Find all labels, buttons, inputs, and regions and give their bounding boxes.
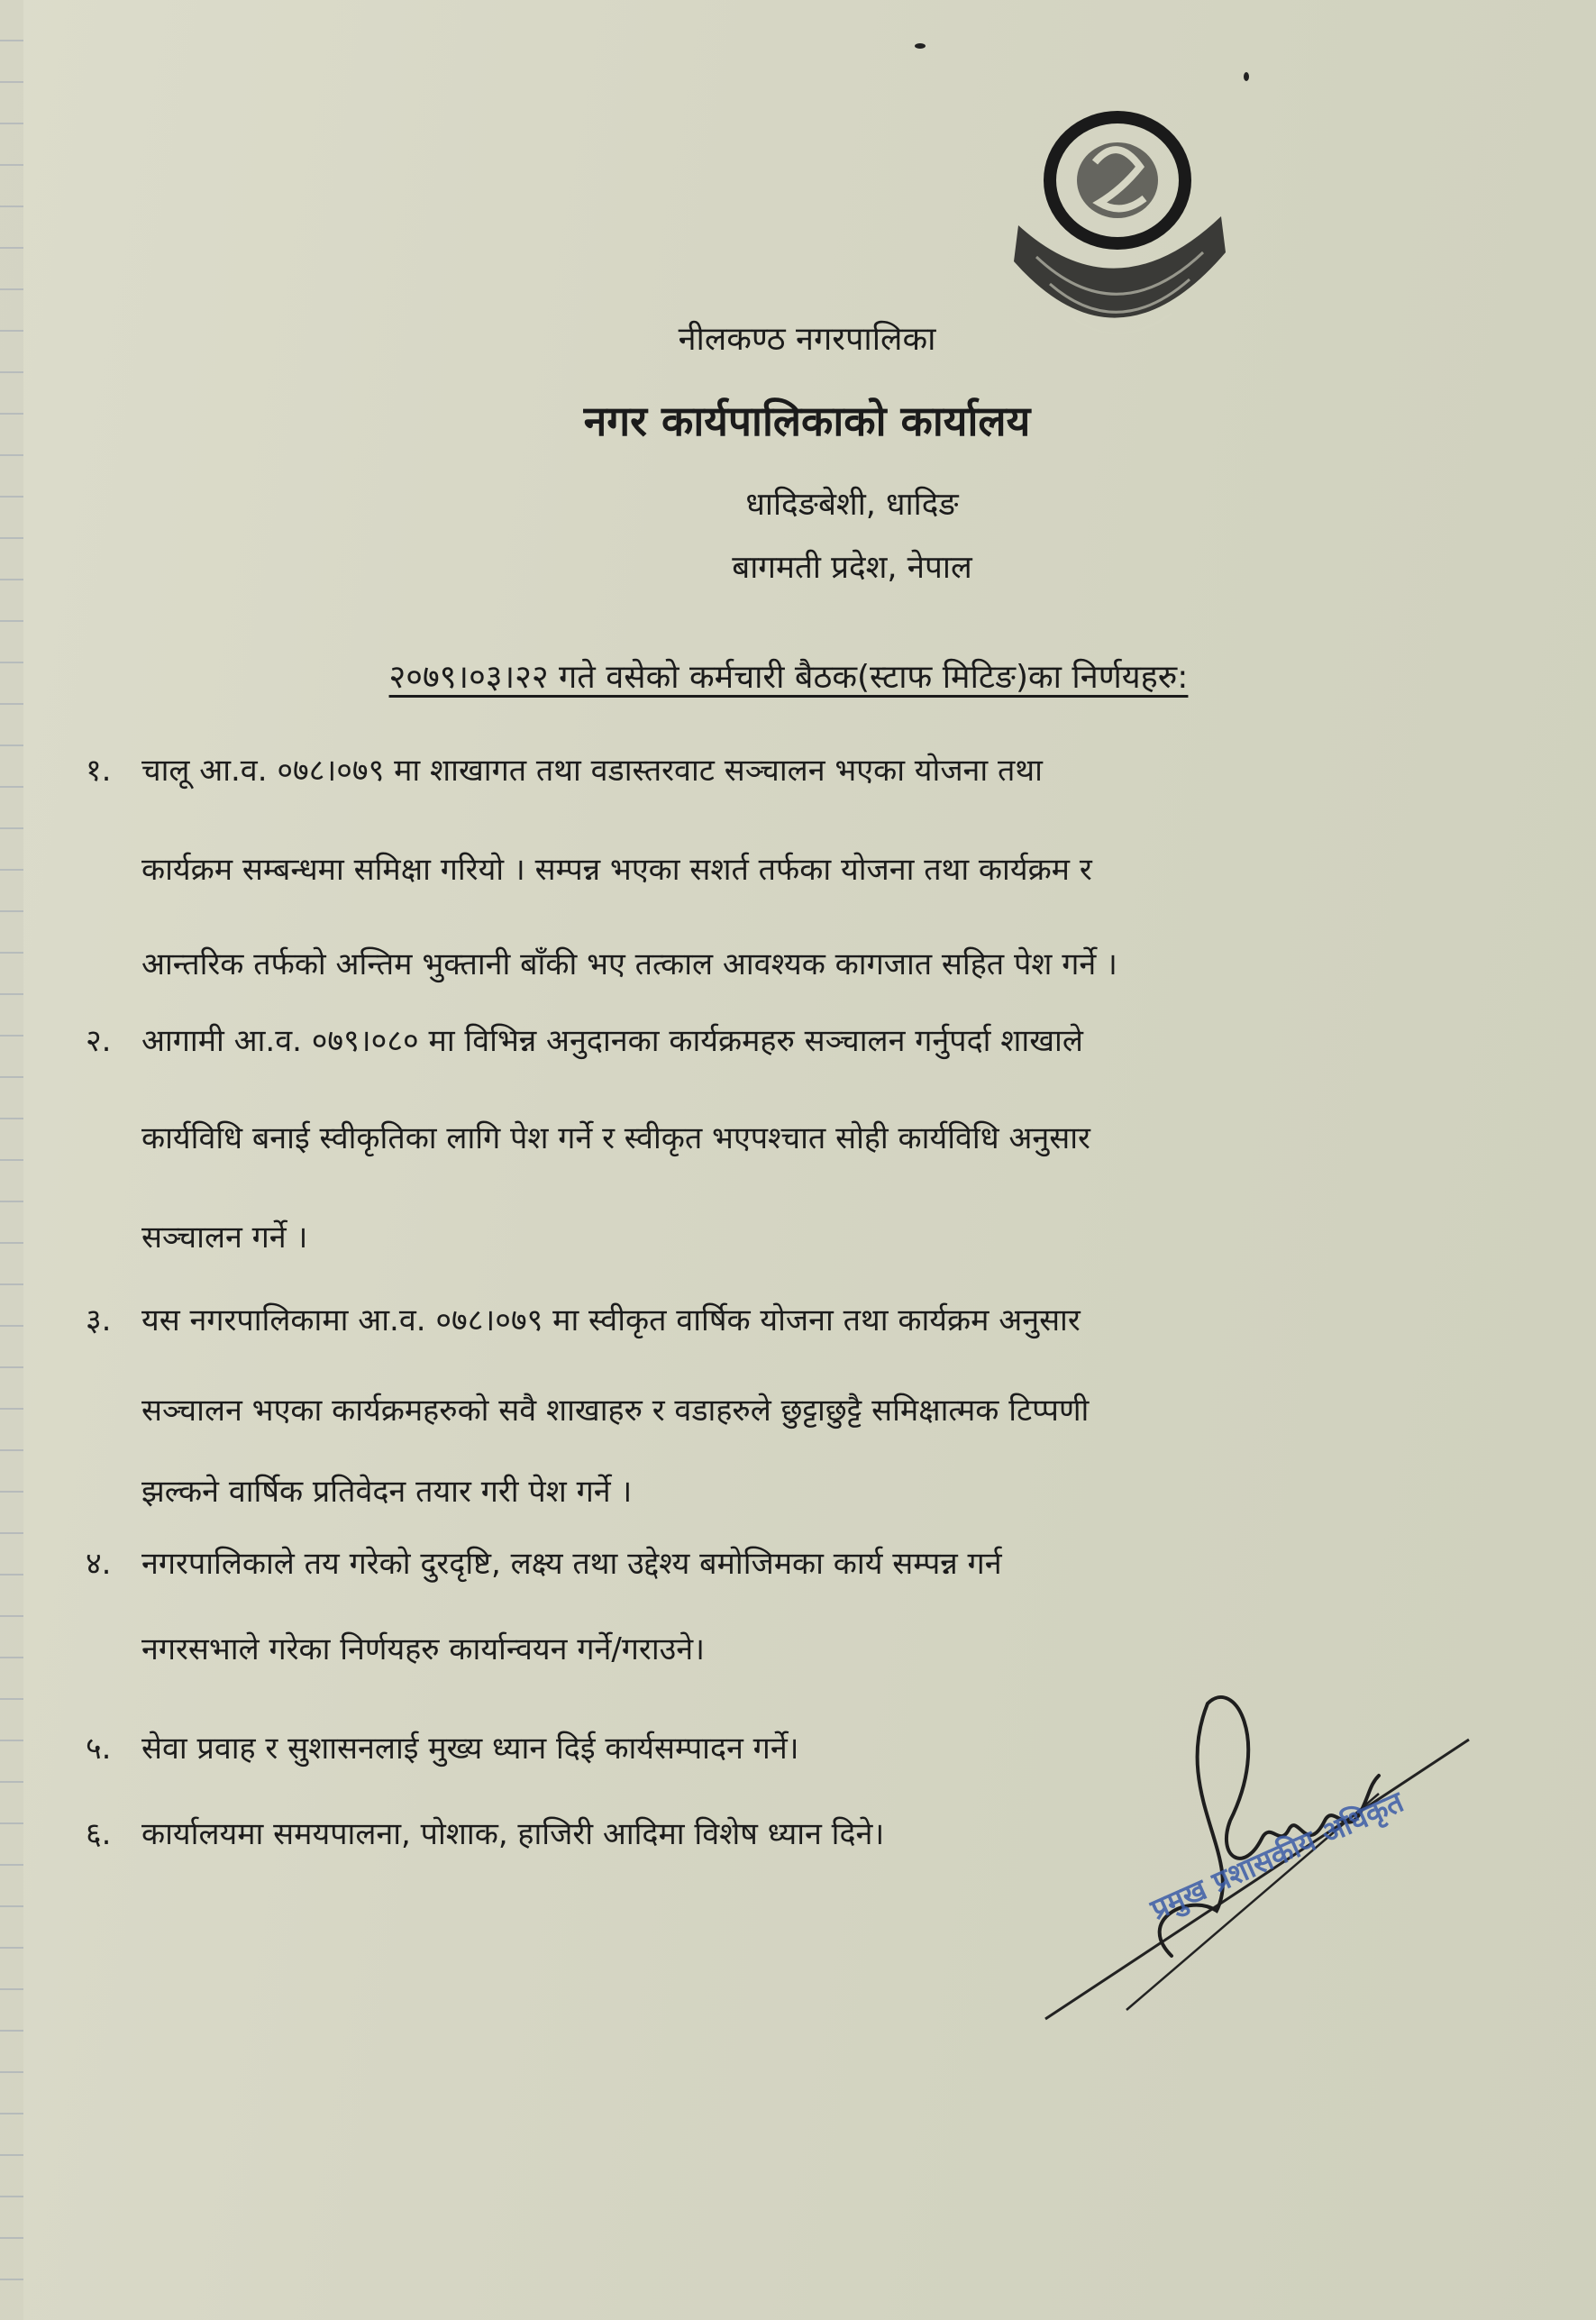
decision-number: ६.: [86, 1816, 112, 1852]
decision-line: कार्यक्रम सम्बन्धमा समिक्षा गरियो । सम्पन्न भएका सशर्त तर्फका योजना तथा कार्यक्रम र: [141, 852, 1092, 888]
decision-line: कार्यालयमा समयपालना, पोशाक, हाजिरी आदिमा विशेष ध्यान दिने।: [141, 1816, 885, 1852]
decision-line: चालू आ.व. ०७८।०७९ मा शाखागत तथा वडास्तरवाट सञ्चालन भएका योजना तथा: [141, 753, 1043, 789]
office-title: नगर कार्यपालिकाको कार्यालय: [583, 397, 1031, 445]
decision-number: १.: [86, 753, 112, 789]
decision-number: ३.: [86, 1302, 112, 1338]
designation-stamp: प्रमुख प्रशासकीय अधिकृत: [1145, 1784, 1409, 1927]
municipality-name: नीलकण्ठ नगरपालिका: [678, 321, 936, 358]
decision-line: नगरपालिकाले तय गरेको दुरदृष्टि, लक्ष्य तथा उद्देश्य बमोजिमका कार्य सम्पन्न गर्न: [141, 1546, 1002, 1582]
office-address: धादिङबेशी, धादिङ: [745, 487, 959, 523]
decision-line: सञ्चालन गर्ने ।: [141, 1219, 308, 1256]
decision-line: सञ्चालन भएका कार्यक्रमहरुको सवै शाखाहरु र वडाहरुले छुट्टाछुट्टै समिक्षात्मक टिप्पणी: [141, 1393, 1090, 1429]
meeting-decisions-title: २०७९।०३।२२ गते वसेको कर्मचारी बैठक(स्टाफ मिटिङ)का निर्णयहरु:: [388, 659, 1189, 696]
decision-number: ५.: [86, 1731, 112, 1767]
office-province: बागमती प्रदेश, नेपाल: [732, 550, 972, 586]
decision-line: आन्तरिक तर्फको अन्तिम भुक्तानी बाँकी भए तत्काल आवश्यक कागजात सहित पेश गर्ने ।: [141, 946, 1117, 982]
ink-speck: [915, 43, 926, 49]
decision-number: ४.: [86, 1546, 112, 1582]
decision-line: नगरसभाले गरेका निर्णयहरु कार्यान्वयन गर्ने/गराउने।: [141, 1631, 706, 1667]
decision-number: २.: [86, 1023, 112, 1059]
decision-line: आगामी आ.व. ०७९।०८० मा विभिन्न अनुदानका कार्यक्रमहरु सञ्चालन गर्नुपर्दा शाखाले: [141, 1023, 1083, 1059]
decision-line: सेवा प्रवाह र सुशासनलाई मुख्य ध्यान दिई कार्यसम्पादन गर्ने।: [141, 1731, 799, 1767]
decision-line: कार्यविधि बनाई स्वीकृतिका लागि पेश गर्ने र स्वीकृत भएपश्चात सोही कार्यविधि अनुसार: [141, 1120, 1090, 1156]
ink-speck: [1244, 72, 1249, 81]
decision-line: झल्कने वार्षिक प्रतिवेदन तयार गरी पेश गर्ने ।: [141, 1474, 633, 1510]
decision-line: यस नगरपालिकामा आ.व. ०७८।०७९ मा स्वीकृत वार्षिक योजना तथा कार्यक्रम अनुसार: [141, 1302, 1081, 1338]
